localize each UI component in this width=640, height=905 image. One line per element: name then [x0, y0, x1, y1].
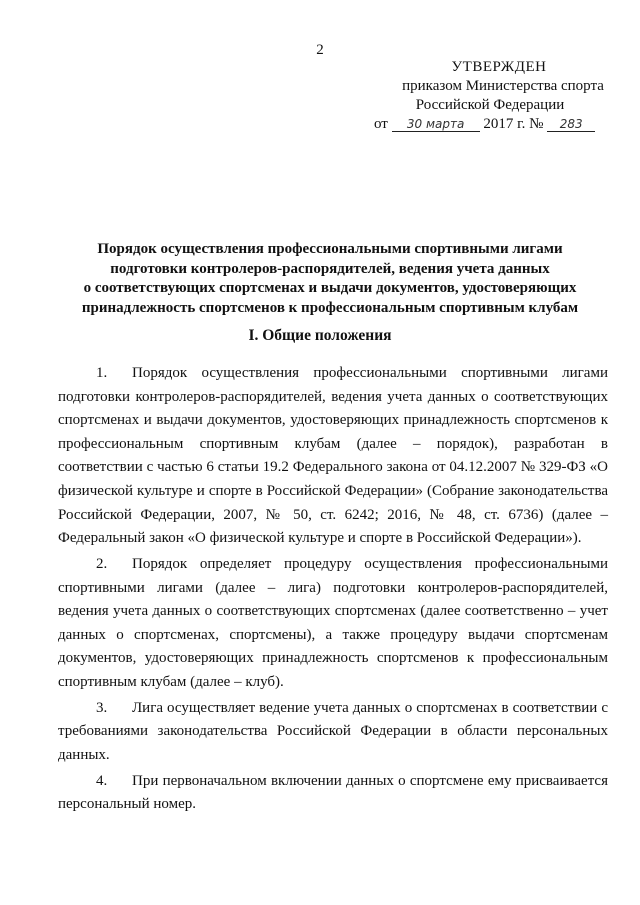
document-body — [58, 362, 608, 819]
handwritten-date: 30 марта — [392, 117, 480, 132]
paragraph-text: При первоначальном включении данных о спортсмене ему присваивается персональный номер. — [58, 772, 608, 813]
paragraph-text: Лига осуществляет ведение учета данных о спортсменах в соответствии с требованиями законодательства Российской Федерации в области персональных данных. — [58, 699, 608, 763]
paragraph — [58, 553, 608, 695]
title-line: принадлежность спортсменов к профессиональным спортивным клубам — [81, 299, 579, 316]
paragraph-number: 4. — [96, 772, 108, 789]
title-line: о соответствующих спортсменах и выдачи документов, удостоверяющих — [83, 280, 577, 296]
paragraph-number: 3. — [96, 699, 108, 716]
paragraph-text: Порядок определяет процедуру осуществления профессиональными спортивными лигами (далее – лига) подготовки контролеров-распорядителей, ведения учета данных о соответствующих спортсменах (далее соответственно – учет данных о спортсменах, спортсмены), а также процедуру выдачи спортсменам документов, удостоверяющих принадлежность спортсменов к профессиональным спортивным клубам (далее – клуб). — [58, 555, 608, 690]
approved-label: УТВЕРЖДЕН — [451, 59, 547, 75]
section-heading: I. Общие положения — [248, 327, 392, 344]
year-text: 2017 г. № — [483, 116, 544, 132]
date-prefix: от — [374, 116, 388, 132]
title-line: Порядок осуществления профессиональными спортивными лигами — [97, 241, 563, 257]
document-title — [60, 240, 600, 318]
approval-stamp-block — [360, 58, 620, 134]
paragraph-text: Порядок осуществления профессиональными спортивными лигами подготовки контролеров-распорядителей, ведения учета данных о соответствующих спортсменах и выдачи документов, удостоверяющих принадлежность спортсменов к профессиональным спортивным клубам (далее – порядок), разработан в соответствии с частью 6 статьи 19.2 Федерального закона от 04.12.2007 № 329-ФЗ «О физической культуре и спорте в Российской Федерации» (Собрание законодательства Российской Федерации, 2007, № 50, ст. 6242; 2016, № 48, ст. 6736) (далее – Федеральный закон «О физической культуре и спорте в Российской Федерации»). — [58, 365, 608, 547]
paragraph-number: 2. — [96, 555, 108, 572]
paragraph — [58, 362, 608, 551]
approval-order-line: приказом Министерства спорта — [402, 78, 604, 94]
paragraph — [58, 770, 608, 817]
page-number: 2 — [316, 42, 324, 58]
paragraph — [58, 697, 608, 768]
approval-date-line — [360, 115, 620, 134]
title-line: подготовки контролеров-распорядителей, ведения учета данных — [110, 260, 550, 277]
approval-federation-line: Российской Федерации — [415, 97, 565, 113]
paragraph-number: 1. — [96, 365, 108, 381]
handwritten-order-number: 283 — [547, 117, 595, 132]
